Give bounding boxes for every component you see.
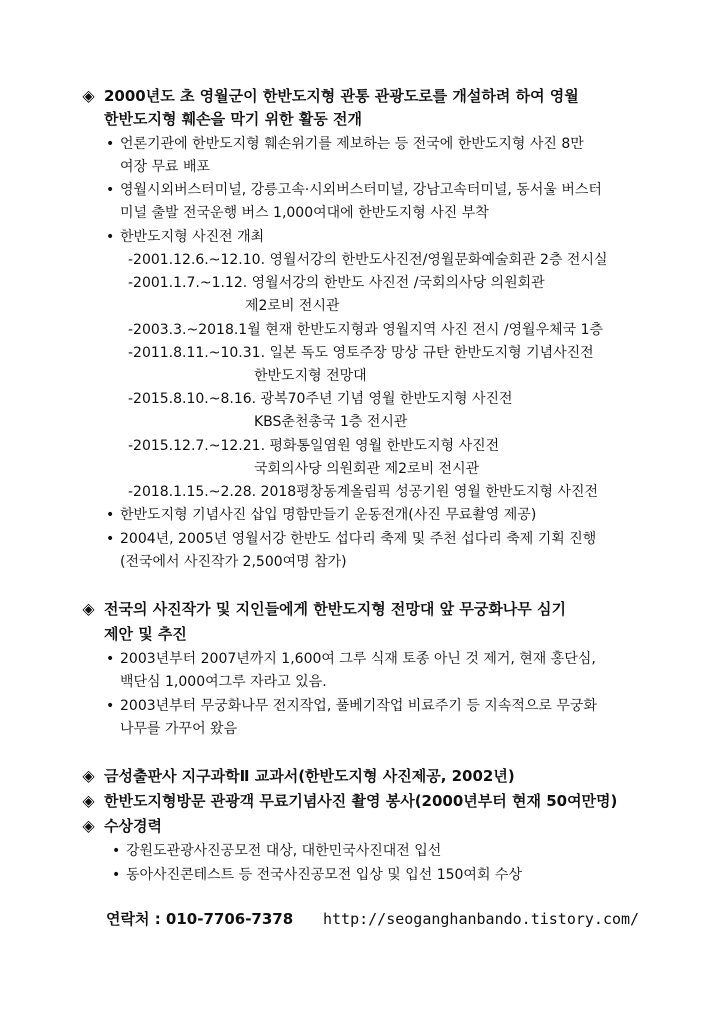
bullet-icon: • [106, 182, 115, 198]
exhibition-1: -2001.12.6.~12.10. 영월서강의 한반도사진전/영월문화예술회관 2층 전시실 [128, 252, 608, 268]
s1-bullet4-line1: 한반도지형 기념사진 삽입 명함만들기 운동전개(사진 무료촬영 제공) [120, 507, 537, 523]
s1-bullet1-line2: 여장 무료 배포 [120, 159, 211, 175]
bullet-icon: • [106, 229, 115, 245]
section-marker-icon: ◈ [82, 816, 95, 835]
section1-title-line2: 한반도지형 훼손을 막기 위한 활동 전개 [104, 110, 362, 128]
section-marker-icon: ◈ [82, 766, 95, 785]
s5-bullet1-line1: 강원도관광사진공모전 대상, 대한민국사진대전 입선 [126, 843, 442, 859]
bullet-icon: • [106, 507, 115, 523]
bullet-icon: • [106, 698, 115, 714]
section2-title-line1: 전국의 사진작가 및 지인들에게 한반도지형 전망대 앞 무궁화나무 심기 [104, 600, 566, 618]
section-marker-icon: ◈ [82, 599, 95, 618]
exhibition-5-venue: KBS춘천총국 1층 전시관 [254, 414, 408, 430]
section-marker-icon: ◈ [82, 791, 95, 810]
s1-bullet3-line1: 한반도지형 사진전 개최 [120, 229, 265, 245]
contact-url[interactable]: http://seoganghanbando.tistory.com/ [323, 910, 640, 928]
section2-title-line2: 제안 및 추진 [104, 625, 187, 643]
exhibition-6: -2015.12.7.~12.21. 평화통일염원 영월 한반도지형 사진전 [128, 438, 500, 454]
exhibition-3: -2003.3.~2018.1월 현재 한반도지형과 영월지역 사진 전시 /영월우체국 1층 [128, 322, 604, 338]
s1-bullet2-line1: 영월시외버스터미널, 강릉고속·시외버스터미널, 강남고속터미널, 동서울 버스터 [120, 182, 602, 198]
s2-bullet1-line1: 2003년부터 2007년까지 1,600여 그루 식재 토종 아닌 것 제거, 현재 홍단심, [120, 651, 596, 667]
s1-bullet2-line2: 미널 출발 전국운행 버스 1,000여대에 한반도지형 사진 부착 [120, 205, 489, 221]
bullet-icon: • [112, 867, 121, 883]
exhibition-5: -2015.8.10.~8.16. 광복70주년 기념 영월 한반도지형 사진전 [128, 391, 513, 407]
exhibition-4-venue: 한반도지형 전망대 [254, 368, 367, 384]
s2-bullet2-line1: 2003년부터 무궁화나무 전지작업, 풀베기작업 비료주기 등 지속적으로 무궁화 [120, 698, 597, 714]
exhibition-6-venue: 국회의사당 의원회관 제2로비 전시관 [254, 461, 480, 477]
section1-title-line1: 2000년도 초 영월군이 한반도지형 관통 관광도로를 개설하려 하여 영월 [104, 87, 579, 105]
section3-title: 금성출판사 지구과학Ⅱ 교과서(한반도지형 사진제공, 2002년) [104, 767, 515, 785]
exhibition-2: -2001.1.7.~1.12. 영월서강의 한반도 사진전 /국회의사당 의원회관 [128, 275, 545, 291]
exhibition-2-venue: 제2로비 전시관 [245, 298, 340, 314]
bullet-icon: • [106, 531, 115, 547]
section5-title: 수상경력 [104, 817, 162, 835]
s1-bullet5-line1: 2004년, 2005년 영월서강 한반도 섭다리 축제 및 주천 섭다리 축제 기획 진행 [120, 531, 597, 547]
contact-phone: 연락처 : 010-7706-7378 [106, 910, 294, 928]
bullet-icon: • [112, 843, 121, 859]
section-marker-icon: ◈ [82, 86, 95, 105]
exhibition-7: -2018.1.15.~2.28. 2018평창동계올림픽 성공기원 영월 한반도지형 사진전 [128, 484, 598, 500]
s2-bullet2-line2: 나무를 가꾸어 왔음 [120, 721, 238, 737]
s1-bullet1-line1: 언론기관에 한반도지형 훼손위기를 제보하는 등 전국에 한반도지형 사진 8만 [120, 136, 584, 152]
exhibition-4: -2011.8.11.~10.31. 일본 독도 영토주장 망상 규탄 한반도지형 기념사진전 [128, 345, 594, 361]
section4-title: 한반도지형방문 관광객 무료기념사진 촬영 봉사(2000년부터 현재 50여만명) [104, 792, 618, 810]
bullet-icon: • [106, 651, 115, 667]
s2-bullet1-line2: 백단심 1,000여그루 자라고 있음. [120, 674, 327, 690]
s5-bullet2-line1: 동아사진콘테스트 등 전국사진공모전 입상 및 입선 150여회 수상 [126, 867, 522, 883]
s1-bullet5-line2: (전국에서 사진작가 2,500여명 참가) [120, 554, 347, 570]
bullet-icon: • [106, 136, 115, 152]
